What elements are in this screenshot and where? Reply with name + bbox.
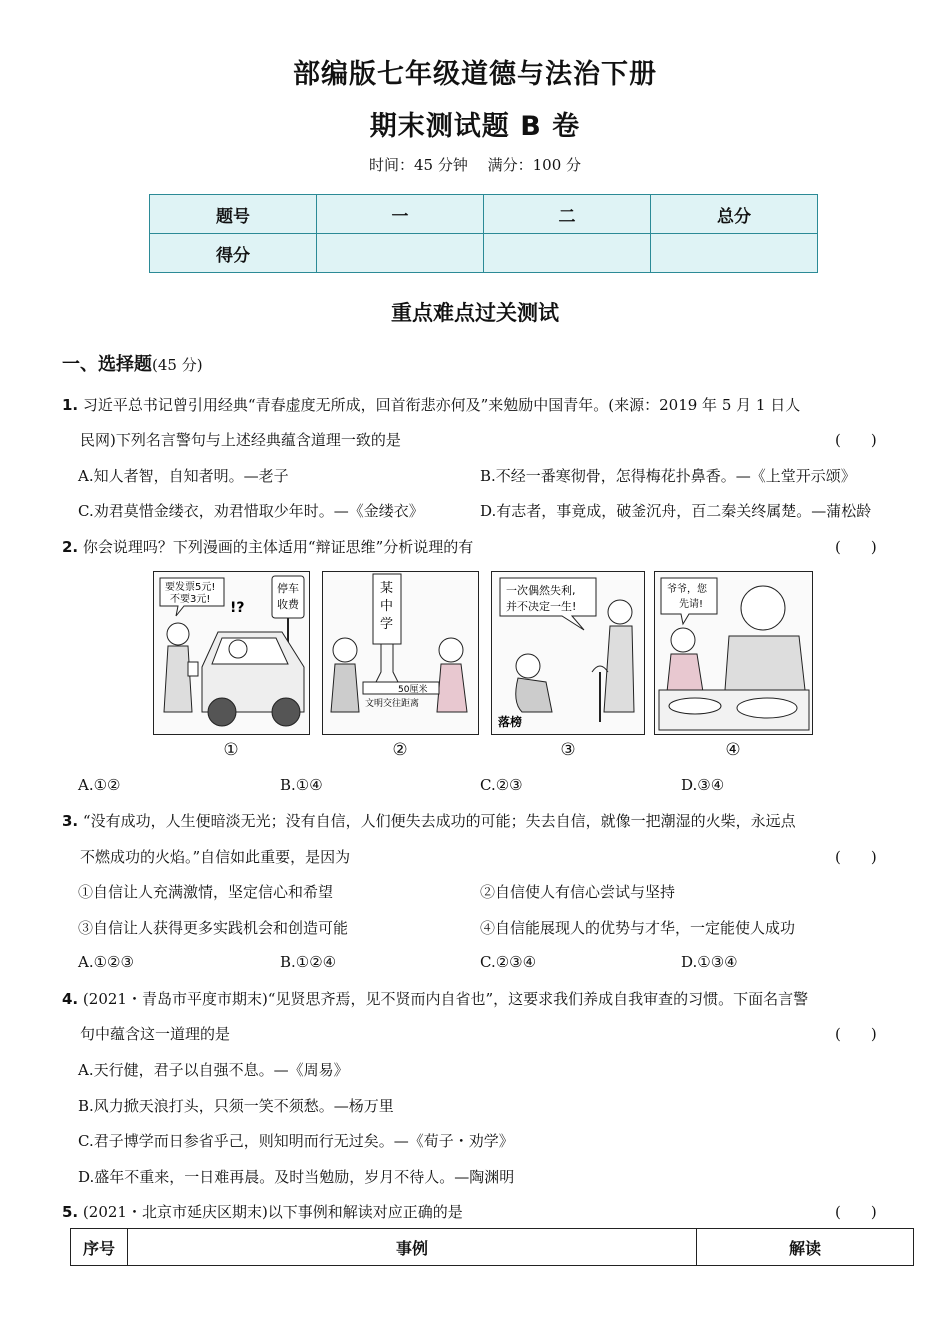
option-d: D.③④ <box>681 776 725 794</box>
cartoon-text: 某 <box>380 581 394 596</box>
option-d: D.有志者，事竟成，破釜沉舟，百二秦关终属楚。—蒲松龄 <box>480 502 872 520</box>
option-c: C.劝君莫惜金缕衣，劝君惜取少年时。—《金缕衣》 <box>78 502 424 520</box>
option-b: B.不经一番寒彻骨，怎得梅花扑鼻香。—《上堂开示颂》 <box>480 467 856 485</box>
section-title: 重点难点过关测试 <box>391 301 559 325</box>
q5-header-cell: 序号 <box>71 1229 128 1266</box>
part-label: 一、选择题 <box>62 354 152 375</box>
option-a: A.天行健，君子以自强不息。—《周易》 <box>78 1061 349 1079</box>
score-table <box>149 194 818 273</box>
question-text: (2021・青岛市平度市期末)“见贤思齐焉，见不贤而内自省也”，这要求我们养成自我审查的习惯。下面名言警 <box>82 990 809 1008</box>
cartoon-text: 不要3元! <box>170 594 211 605</box>
svg-text:!?: !? <box>230 600 245 616</box>
cartoon-text: 停车 <box>277 582 299 595</box>
option-b: B.①②④ <box>280 953 337 971</box>
score-cell <box>317 234 484 273</box>
score-header-cell: 二 <box>484 195 651 234</box>
panel-label: ① <box>223 740 239 760</box>
question-number: 2. <box>62 538 79 556</box>
option-a: A.①②③ <box>78 953 134 971</box>
cartoon-text: 并不决定一生! <box>506 600 577 613</box>
cartoon-text: 要发票5元! <box>165 582 216 593</box>
option-c: C.②③ <box>480 776 523 794</box>
q5-header-cell: 解读 <box>697 1229 914 1266</box>
time-info: 时间：45 分钟 满分：100 分 <box>368 156 582 174</box>
cartoon-panel-4 <box>654 571 813 735</box>
cartoon-text: 先请! <box>679 599 704 610</box>
panel-label: ② <box>392 740 408 760</box>
panel-label: ③ <box>560 740 576 760</box>
option-a: A.①② <box>78 776 121 794</box>
statement-1: ①自信让人充满激情，坚定信心和希望 <box>78 883 334 901</box>
cartoon-text: 爷爷，您 <box>667 584 707 595</box>
score-table-header-row <box>150 195 818 234</box>
cartoon-panel-1 <box>153 571 310 735</box>
panel-label: ④ <box>725 740 741 760</box>
statement-4: ④自信能展现人的优势与才华，一定能使人成功 <box>480 919 796 937</box>
cartoon-2-illustration <box>323 572 478 734</box>
score-header-cell: 总分 <box>651 195 818 234</box>
document-title: 部编版七年级道德与法治下册 <box>293 59 657 90</box>
cartoon-text: 文明交往距离 <box>365 699 420 709</box>
question-2-line-1 <box>62 536 473 557</box>
question-4-line-2: 句中蕴含这一道理的是 <box>80 1025 231 1043</box>
question-number: 3. <box>62 812 79 830</box>
option-d: D.①③④ <box>681 953 738 971</box>
statement-2: ②自信使人有信心尝试与坚持 <box>480 883 676 901</box>
part-points: (45 分) <box>152 356 203 374</box>
q5-header-cell: 事例 <box>128 1229 697 1266</box>
question-number: 1. <box>62 396 79 414</box>
cartoon-text: 学 <box>380 617 394 632</box>
score-header-cell: 题号 <box>150 195 317 234</box>
question-number: 4. <box>62 990 79 1008</box>
option-d: D.盛年不重来，一日难再晨。及时当勉励，岁月不待人。—陶渊明 <box>78 1168 515 1186</box>
q5-table <box>70 1228 914 1266</box>
cartoon-text: 中 <box>380 599 394 614</box>
question-4-line-1 <box>62 988 808 1009</box>
question-number: 5. <box>62 1203 79 1221</box>
score-table-score-row <box>150 234 818 273</box>
option-c: C.②③④ <box>480 953 537 971</box>
option-a: A.知人者智，自知者明。—老子 <box>78 467 289 485</box>
answer-paren: ( ) <box>835 848 877 866</box>
option-b: B.风力掀天浪打头，只须一笑不须愁。—杨万里 <box>78 1097 394 1115</box>
cartoon-text: 一次偶然失利, <box>506 584 576 597</box>
cartoon-text: 落榜 <box>498 715 523 729</box>
answer-paren: ( ) <box>835 1203 877 1221</box>
answer-paren: ( ) <box>835 1025 877 1043</box>
part-heading <box>62 350 203 376</box>
cartoon-text: 收费 <box>277 598 299 611</box>
score-row-label: 得分 <box>150 234 317 273</box>
cartoon-panel-3 <box>491 571 645 735</box>
question-1-line-2: 民网)下列名言警句与上述经典蕴含道理一致的是 <box>80 431 401 449</box>
option-b: B.①④ <box>280 776 323 794</box>
question-1-line-1 <box>62 394 800 415</box>
score-header-cell: 一 <box>317 195 484 234</box>
question-text: (2021・北京市延庆区期末)以下事例和解读对应正确的是 <box>82 1203 463 1221</box>
question-3-line-1 <box>62 810 796 831</box>
question-3-line-2: 不燃成功的火焰。”自信如此重要，是因为 <box>80 848 351 866</box>
cartoon-4-illustration <box>655 572 812 734</box>
cartoon-3-illustration <box>492 572 644 734</box>
score-cell <box>484 234 651 273</box>
question-text: 习近平总书记曾引用经典“青春虚度无所成，回首衔悲亦何及”来勉励中国青年。(来源：2019 年 5 月 1 日人 <box>82 396 801 414</box>
score-cell <box>651 234 818 273</box>
q5-table-header-row <box>71 1229 914 1266</box>
question-5-line-1 <box>62 1201 463 1222</box>
answer-paren: ( ) <box>835 431 877 449</box>
option-c: C.君子博学而日参省乎己，则知明而行无过矣。—《荀子・劝学》 <box>78 1132 514 1150</box>
question-text: “没有成功，人生便暗淡无光；没有自信，人们便失去成功的可能；失去自信，就像一把潮湿的火柴，永远点 <box>82 812 796 830</box>
answer-paren: ( ) <box>835 538 877 556</box>
statement-3: ③自信让人获得更多实践机会和创造可能 <box>78 919 349 937</box>
cartoon-panel-2 <box>322 571 479 735</box>
question-text: 你会说理吗？下列漫画的主体适用“辩证思维”分析说理的有 <box>82 538 474 556</box>
document-subtitle: 期末测试题 B 卷 <box>369 111 581 142</box>
cartoon-text: 50厘米 <box>398 685 428 695</box>
cartoon-1-illustration <box>154 572 309 734</box>
